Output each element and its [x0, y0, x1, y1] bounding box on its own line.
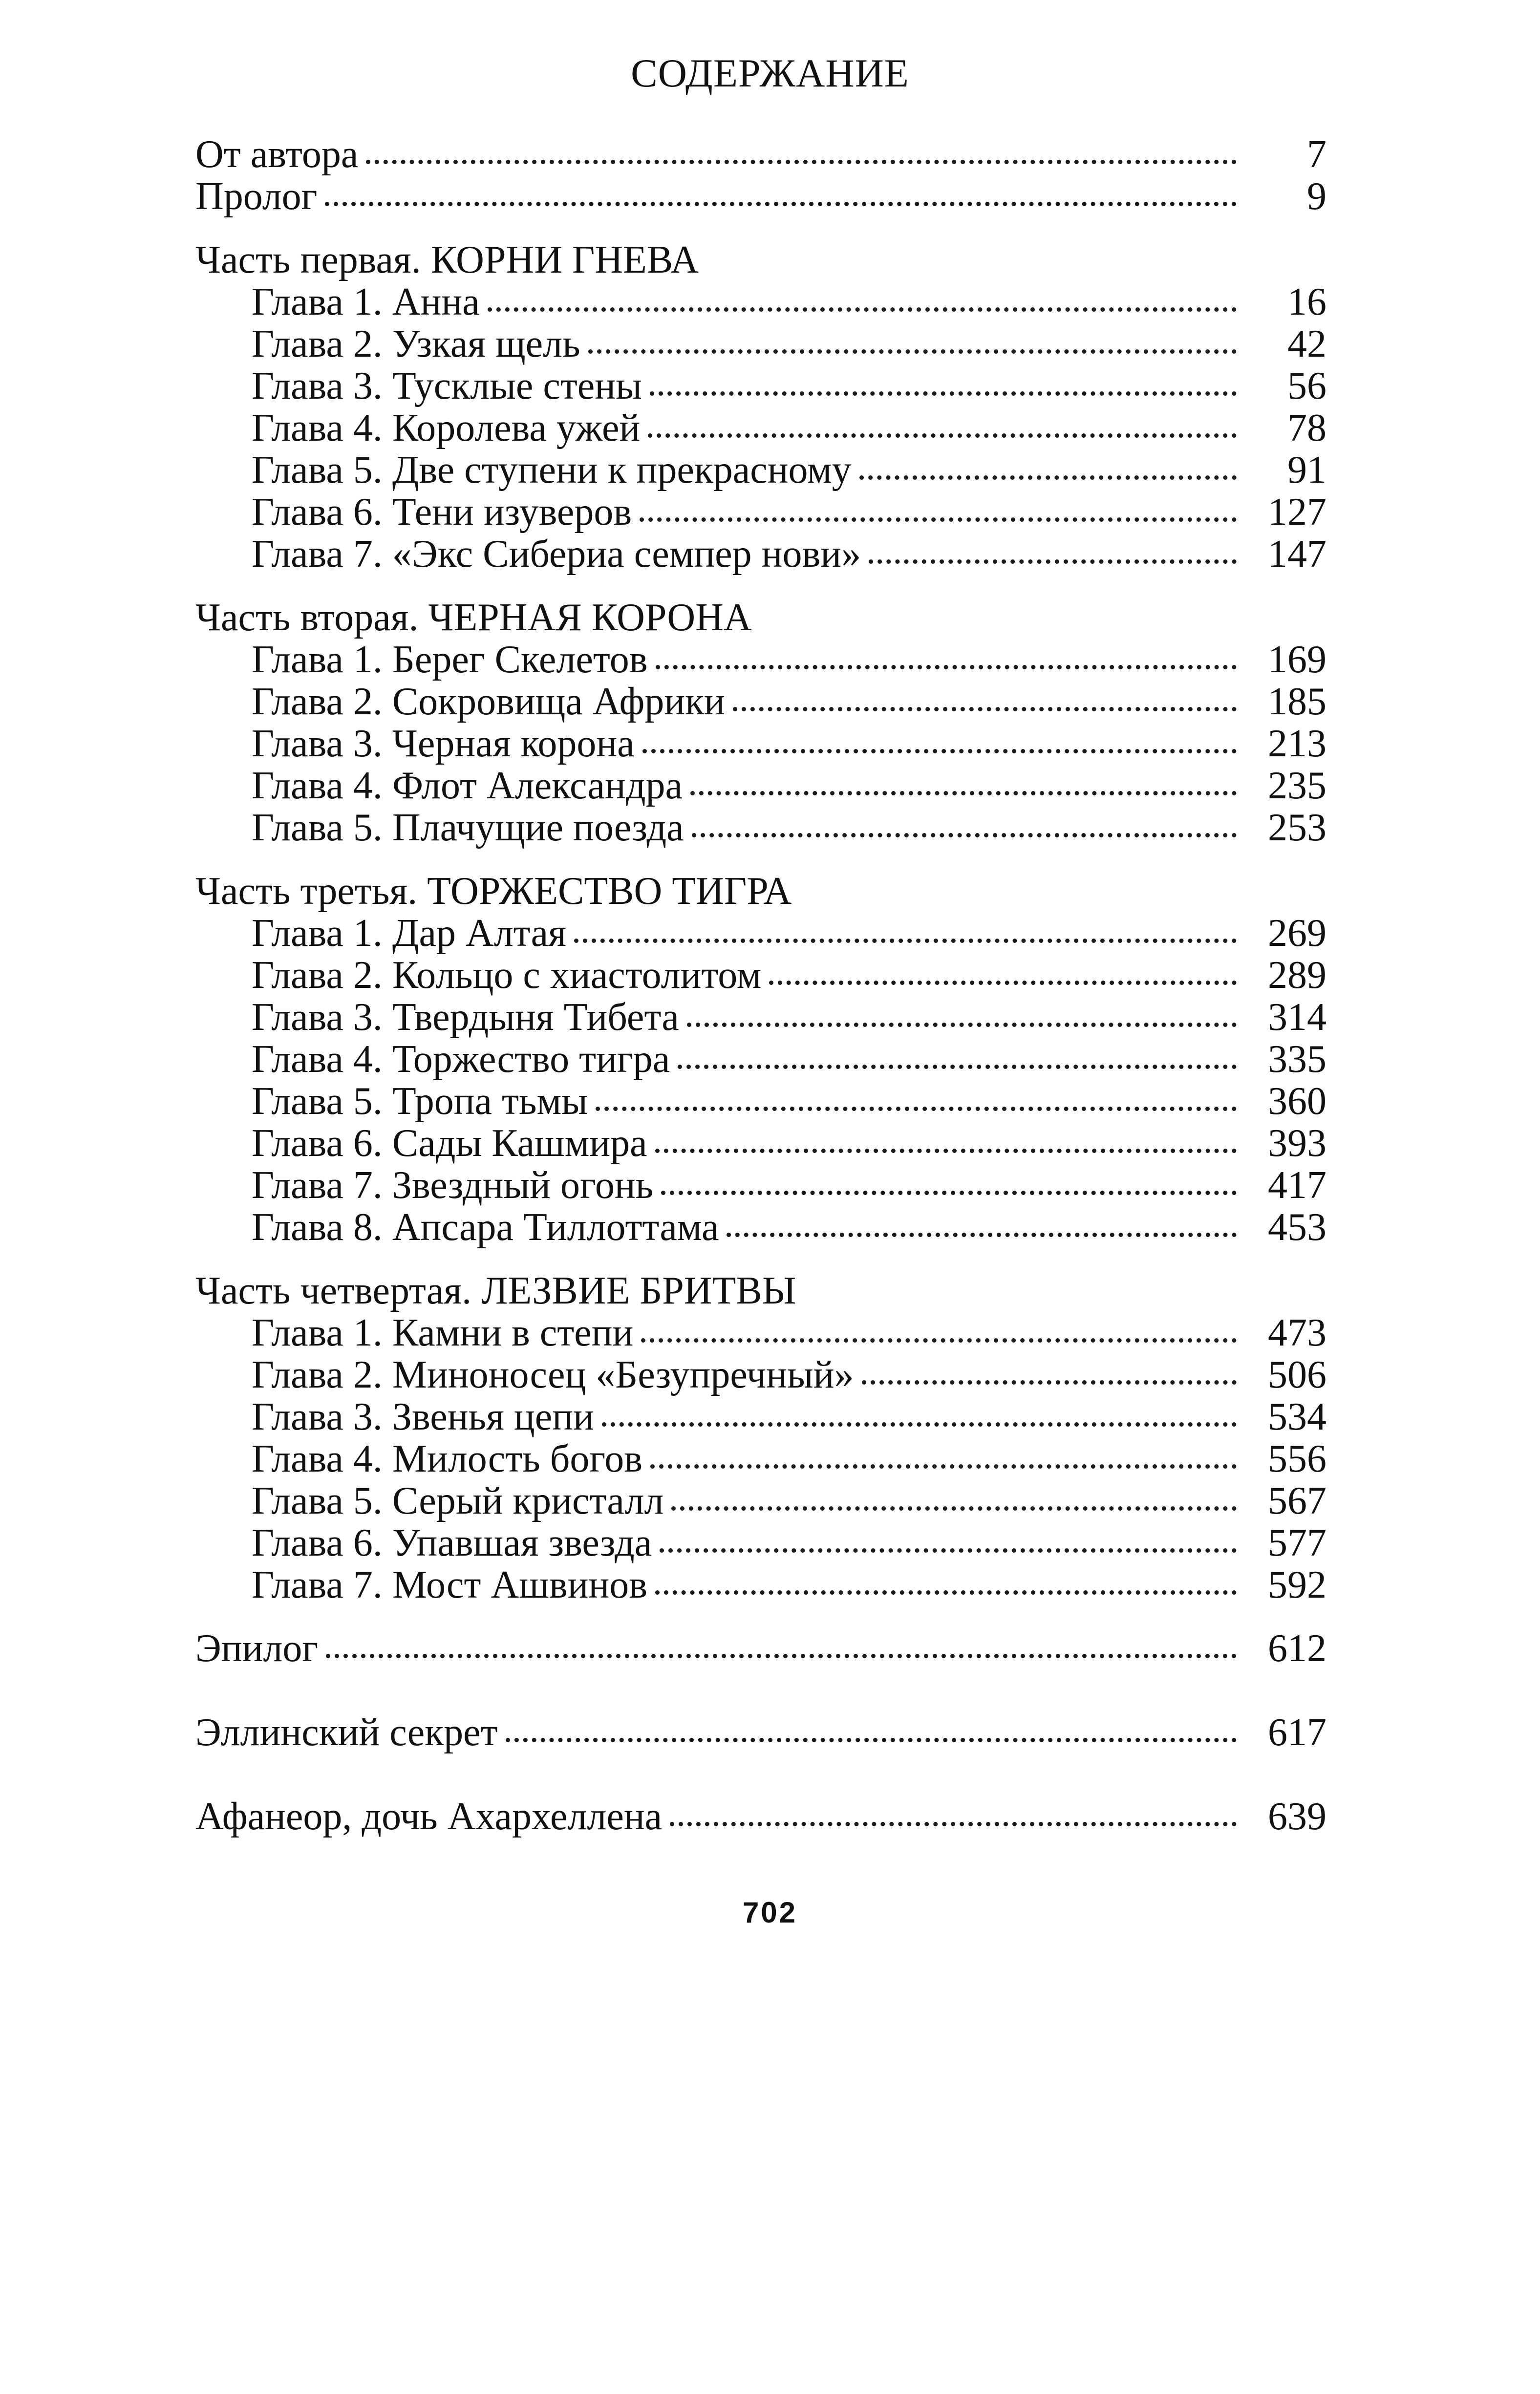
toc-entry [195, 1710, 1326, 1755]
toc-entry-label: Глава 2. Кольцо с хиастолитом [252, 954, 762, 997]
toc-entry-label: Глава 2. Сокровища Африки [252, 680, 725, 723]
dot-leader [488, 307, 1237, 312]
toc-entry-label: Глава 1. Дар Алтая [252, 912, 566, 955]
toc-entry-label: Глава 4. Королева ужей [252, 406, 641, 449]
toc-entry [252, 953, 1326, 998]
toc-entry [195, 1626, 1326, 1671]
dot-leader [325, 202, 1237, 206]
toc-entry-label: Глава 1. Берег Скелетов [252, 638, 648, 681]
toc-entry-page: 289 [1268, 954, 1326, 997]
toc-entry [252, 406, 1326, 450]
toc-entry-page: 213 [1268, 722, 1326, 765]
toc-entry-page: 612 [1268, 1627, 1326, 1670]
toc-entry [252, 363, 1326, 408]
toc-entry-page: 9 [1307, 175, 1326, 218]
toc-entry-label: Глава 6. Тени изуверов [252, 491, 632, 534]
toc-entry-label: Глава 7. Звездный огонь [252, 1164, 654, 1207]
toc-entry-label: Глава 5. Плачущие поезда [252, 806, 684, 849]
dot-leader [687, 1023, 1237, 1027]
dot-leader [690, 791, 1237, 795]
dot-leader [733, 707, 1237, 711]
toc-entry-page: 78 [1287, 406, 1326, 449]
dot-leader [642, 749, 1237, 753]
toc-entry-page: 592 [1268, 1563, 1326, 1606]
part-heading: Часть третья. ТОРЖЕСТВО ТИГРА [195, 870, 792, 913]
toc-entry-page: 417 [1268, 1164, 1326, 1207]
toc-entry [252, 1436, 1326, 1481]
toc-entry-page: 534 [1268, 1395, 1326, 1438]
toc-entry-label: Глава 7. «Экс Сибериа семпер нови» [252, 533, 861, 576]
toc-entry-page: 7 [1307, 133, 1326, 176]
toc-entry-label: Афанеор, дочь Ахархеллена [195, 1795, 663, 1838]
toc-entry [252, 1352, 1326, 1397]
toc-entry [252, 1205, 1326, 1250]
toc-entry-page: 185 [1268, 680, 1326, 723]
dot-leader [727, 1233, 1237, 1237]
dot-leader [656, 665, 1237, 669]
toc-entry [252, 911, 1326, 956]
toc-entry-page: 473 [1268, 1311, 1326, 1354]
toc-entry [195, 174, 1326, 219]
toc-entry [252, 721, 1326, 766]
toc-entry-page: 235 [1268, 764, 1326, 807]
dot-leader [588, 349, 1237, 354]
toc-entry-label: Глава 5. Две ступени к прекрасному [252, 449, 852, 492]
dot-leader [506, 1738, 1237, 1742]
dot-leader [769, 981, 1237, 985]
toc-entry-label: Глава 4. Флот Александра [252, 764, 683, 807]
toc-entry-label: Глава 3. Черная корона [252, 722, 635, 765]
toc-entry-label: Глава 4. Торжество тигра [252, 1038, 670, 1081]
dot-leader [661, 1191, 1237, 1195]
toc-entry-page: 42 [1287, 322, 1326, 365]
toc-entry [252, 321, 1326, 366]
toc-entry [252, 995, 1326, 1040]
dot-leader [326, 1654, 1237, 1658]
toc-entry-page: 269 [1268, 912, 1326, 955]
toc-entry [195, 1794, 1326, 1839]
part-heading: Часть первая. КОРНИ ГНЕВА [195, 238, 699, 281]
part-heading: Часть вторая. ЧЕРНАЯ КОРОНА [195, 596, 752, 639]
dot-leader [655, 1149, 1237, 1153]
toc-entry-label: Глава 7. Мост Ашвинов [252, 1563, 648, 1606]
toc-entry-label: Глава 2. Узкая щель [252, 322, 580, 365]
toc-entry-page: 506 [1268, 1353, 1326, 1396]
page-title: СОДЕРЖАНИЕ [631, 51, 909, 95]
toc-entry-page: 127 [1268, 491, 1326, 534]
toc-entry [195, 132, 1326, 177]
toc-entry-label: Глава 2. Миноносец «Безупречный» [252, 1353, 854, 1396]
toc-entry [252, 1121, 1326, 1166]
toc-entry-page: 169 [1268, 638, 1326, 681]
dot-leader [650, 391, 1237, 396]
toc-entry [252, 679, 1326, 724]
dot-leader [640, 517, 1237, 522]
page-number: 702 [742, 1896, 798, 1929]
dot-leader [650, 1464, 1237, 1469]
toc-entry-page: 360 [1268, 1080, 1326, 1123]
toc-entry-label: Эпилог [195, 1627, 319, 1670]
toc-entry-label: Глава 3. Твердыня Тибета [252, 996, 679, 1039]
toc-entry-page: 617 [1268, 1711, 1326, 1754]
toc-entry-label: Пролог [195, 175, 318, 218]
toc-entry-page: 556 [1268, 1437, 1326, 1480]
dot-leader [602, 1422, 1237, 1427]
dot-leader [862, 1380, 1237, 1385]
toc-entry-label: Глава 6. Сады Кашмира [252, 1122, 647, 1165]
toc-entry-page: 567 [1268, 1479, 1326, 1522]
toc-entry [252, 1520, 1326, 1565]
toc-entry [252, 1310, 1326, 1355]
toc-entry-label: Глава 5. Тропа тьмы [252, 1080, 588, 1123]
dot-leader [366, 160, 1237, 164]
part-heading: Часть четвертая. ЛЕЗВИЕ БРИТВЫ [195, 1269, 796, 1312]
dot-leader [574, 939, 1237, 943]
toc-entry-label: От автора [195, 133, 359, 176]
dot-leader [859, 475, 1237, 480]
toc-entry-page: 639 [1268, 1795, 1326, 1838]
dot-leader [641, 1338, 1237, 1343]
toc-entry-page: 393 [1268, 1122, 1326, 1165]
toc-entry [252, 279, 1326, 324]
dot-leader [596, 1107, 1237, 1111]
toc-entry [252, 1163, 1326, 1208]
toc-entry-label: Эллинский секрет [195, 1711, 498, 1754]
toc-entry-page: 91 [1287, 449, 1326, 492]
dot-leader [692, 833, 1237, 837]
toc-entry-page: 56 [1287, 364, 1326, 407]
toc-entry-label: Глава 5. Серый кристалл [252, 1479, 664, 1522]
toc-entry [252, 490, 1326, 534]
toc-entry-label: Глава 3. Звенья цепи [252, 1395, 594, 1438]
dot-leader [655, 1590, 1237, 1595]
toc-entry-label: Глава 3. Тусклые стены [252, 364, 642, 407]
toc-entry [252, 1037, 1326, 1082]
toc-entry [252, 532, 1326, 577]
toc-entry-label: Глава 4. Милость богов [252, 1437, 642, 1480]
dot-leader [660, 1548, 1237, 1553]
toc-entry [252, 1079, 1326, 1124]
toc-entry [252, 763, 1326, 808]
dot-leader [678, 1065, 1237, 1069]
toc-entry-page: 253 [1268, 806, 1326, 849]
toc-entry [252, 637, 1326, 682]
toc-entry [252, 448, 1326, 492]
toc-entry-page: 577 [1268, 1521, 1326, 1564]
dot-leader [648, 433, 1237, 438]
toc-entry-page: 314 [1268, 996, 1326, 1039]
dot-leader [670, 1822, 1237, 1826]
toc-entry [252, 1562, 1326, 1607]
toc-entry-page: 453 [1268, 1206, 1326, 1249]
toc-entry-label: Глава 1. Камни в степи [252, 1311, 634, 1354]
toc-entry-label: Глава 1. Анна [252, 280, 480, 323]
dot-leader [869, 559, 1237, 564]
toc-entry-label: Глава 8. Апсара Тиллоттама [252, 1206, 719, 1249]
toc-entry [252, 805, 1326, 850]
toc-entry-label: Глава 6. Упавшая звезда [252, 1521, 652, 1564]
toc-entry-page: 335 [1268, 1038, 1326, 1081]
toc-entry-page: 147 [1268, 533, 1326, 576]
toc-entry-page: 16 [1287, 280, 1326, 323]
dot-leader [671, 1506, 1237, 1511]
toc-entry [252, 1478, 1326, 1523]
toc-entry [252, 1394, 1326, 1439]
